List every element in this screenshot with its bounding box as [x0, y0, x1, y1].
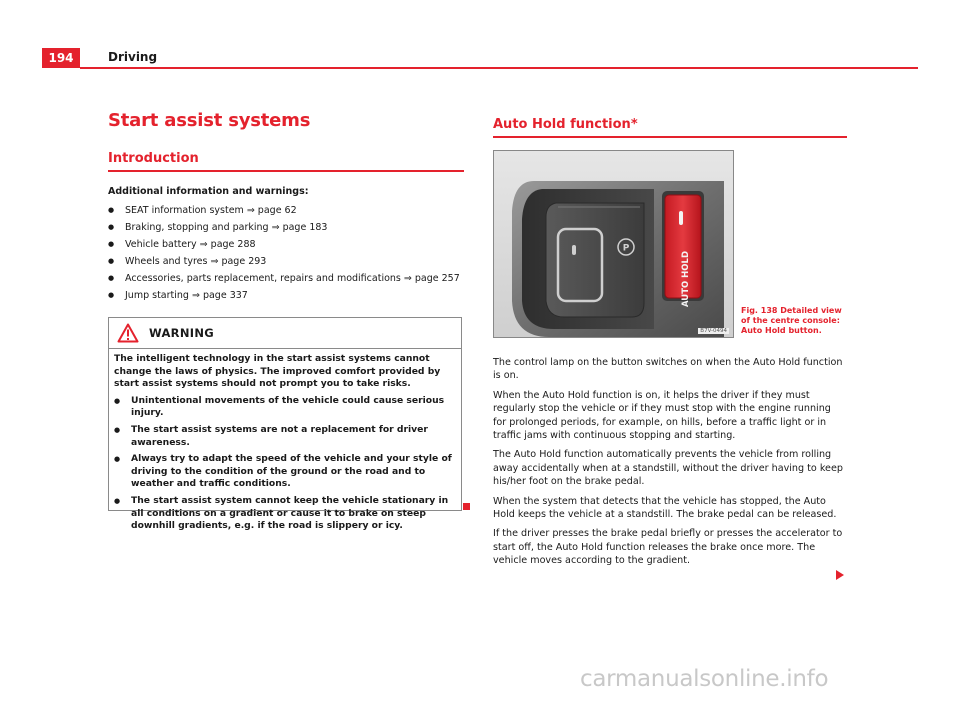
auto-hold-title: Auto Hold function*	[493, 117, 847, 138]
page-number: 194	[42, 48, 80, 68]
section-end-marker	[463, 503, 470, 510]
reference-item[interactable]: ● Vehicle battery ⇒ page 288	[108, 236, 464, 253]
centre-console-illustration	[494, 151, 733, 337]
right-column	[493, 117, 847, 138]
section-title: Start assist systems	[108, 110, 311, 131]
svg-text:P: P	[622, 243, 630, 254]
reference-list	[108, 202, 464, 304]
reference-item[interactable]: ● Braking, stopping and parking ⇒ page 183	[108, 219, 464, 236]
paragraph: When the system that detects that the vehicle has stopped, the Auto Hold keeps the vehicle at a standstill. The brake pedal can be released.	[493, 495, 837, 521]
warning-box	[108, 317, 462, 532]
auto-hold-button-label: AUTO HOLD	[681, 250, 691, 308]
auto-hold-figure	[493, 150, 734, 338]
paragraph: When the Auto Hold function is on, it helps the driver if they must regularly stop the vehicle or if they must stop with the engine running for prolonged periods, for example, on hills, before a traffic light or in traffic jams with continuous stopping and starting.	[493, 389, 831, 442]
warning-item: ● Unintentional movements of the vehicle could cause serious injury.	[114, 395, 455, 420]
warning-label: WARNING	[149, 326, 214, 340]
reference-item[interactable]: ● SEAT information system ⇒ page 62	[108, 202, 464, 219]
subsection-title: Introduction	[108, 151, 464, 172]
figure-code: B7V-0494	[700, 328, 727, 334]
warning-triangle-icon	[117, 323, 139, 343]
auto-hold-body	[493, 356, 847, 574]
warning-item: ● The start assist system cannot keep the vehicle stationary in all conditions on a gradient or cause it to brake on steep downhill gradients, e.g. if the road is slippery or icy.	[114, 495, 455, 533]
warning-item: ● Always try to adapt the speed of the vehicle and your style of driving to the condition of the ground or the road and to weather and traffic conditions.	[114, 453, 455, 491]
chapter-title: Driving	[108, 50, 158, 64]
watermark: carmanualsonline.info	[580, 666, 829, 692]
left-column	[108, 110, 464, 304]
paragraph: The Auto Hold function automatically prevents the vehicle from rolling away accidentally when at a standstill, without the driver having to keep his/her foot on the brake pedal.	[493, 449, 843, 488]
warning-body	[109, 349, 461, 533]
reference-item[interactable]: ● Wheels and tyres ⇒ page 293	[108, 253, 464, 270]
paragraph: The control lamp on the button switches on when the Auto Hold function is on.	[493, 357, 843, 382]
reference-item[interactable]: ● Accessories, parts replacement, repairs and modifications ⇒ page 257	[108, 270, 464, 287]
reference-item[interactable]: ● Jump starting ⇒ page 337	[108, 287, 464, 304]
figure-caption: Fig. 138 Detailed view of the centre console: Auto Hold button.	[741, 306, 842, 335]
header-rule	[80, 67, 918, 69]
warning-intro: The intelligent technology in the start assist systems cannot change the laws of physics. The improved comfort provided by start assist systems should not prompt you to take risks.	[114, 353, 441, 390]
warning-item: ● The start assist systems are not a replacement for driver awareness.	[114, 424, 455, 449]
warning-header	[109, 318, 461, 349]
continue-arrow-icon	[836, 570, 844, 580]
intro-label: Additional information and warnings:	[108, 186, 309, 197]
paragraph: If the driver presses the brake pedal briefly or presses the accelerator to start off, the Auto Hold function releases the brake once more. The vehicle moves according to the gradient.	[493, 528, 843, 567]
